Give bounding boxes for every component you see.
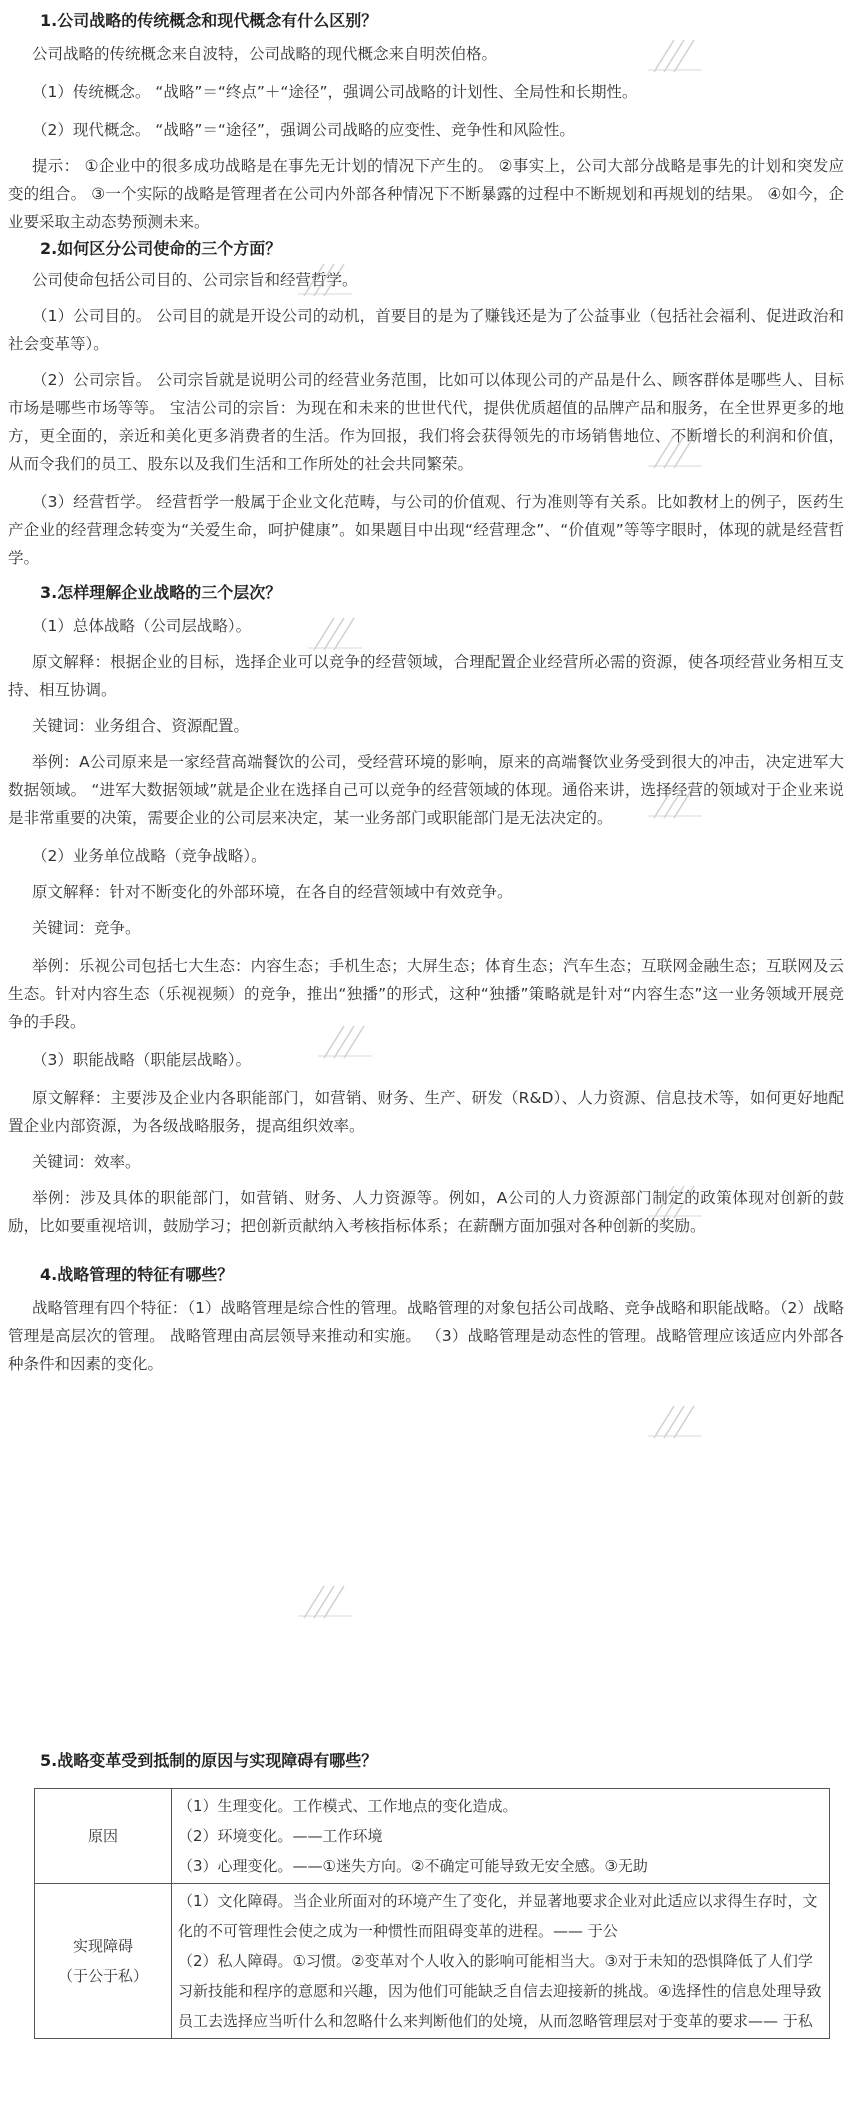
label-line: （于公于私） bbox=[57, 1967, 148, 1985]
paragraph: 关键词：业务组合、资源配置。 bbox=[32, 717, 250, 735]
watermark-icon bbox=[640, 780, 710, 822]
table-cell-content bbox=[172, 1789, 830, 1884]
list-item: （2）环境变化。——工作环境 bbox=[178, 1827, 383, 1845]
list-item: （1）文化障碍。当企业所面对的环境产生了变化，并显著地要求企业对此适应以求得生存时，文化的不可管理性会使之成为一种惯性而阻碍变革的进程。—— 于公 bbox=[178, 1892, 818, 1940]
paragraph: 提示： ①企业中的很多成功战略是在事先无计划的情况下产生的。 ②事实上，公司大部分战略是事先的计划和突发应变的组合。 ③一个实际的战略是管理者在公司内外部各种情况下不断暴露的过程中不断规划和再规划的结果。 ④如今，企业要采取主动态势预测未来。 bbox=[8, 157, 844, 231]
paragraph: （3）经营哲学。 经营哲学一般属于企业文化范畴，与公司的价值观、行为准则等有关系。比如教材上的例子，医药生产企业的经营理念转变为“关爱生命，呵护健康”。如果题目中出现“经营理念”、“价值观”等等字眼时，体现的就是经营哲学。 bbox=[8, 493, 844, 567]
table-row bbox=[35, 1789, 830, 1884]
watermark-icon bbox=[300, 612, 370, 654]
watermark-icon bbox=[640, 34, 710, 76]
paragraph: 举例：涉及具体的职能部门，如营销、财务、人力资源等。例如，A公司的人力资源部门制定的政策体现对创新的鼓励，比如要重视培训，鼓励学习；把创新贡献纳入考核指标体系；在薪酬方面加强对各种创新的奖励。 bbox=[8, 1189, 844, 1235]
paragraph: （3）职能战略（职能层战略）。 bbox=[32, 1051, 252, 1069]
table-cell-label bbox=[35, 1884, 172, 2039]
paragraph: （1）公司目的。 公司目的就是开设公司的动机，首要目的是为了赚钱还是为了公益事业（包括社会福利、促进政治和社会变革等）。 bbox=[8, 307, 844, 353]
label-line: 实现障碍 bbox=[72, 1937, 133, 1955]
paragraph: （2）业务单位战略（竞争战略）。 bbox=[32, 847, 267, 865]
heading-q4: 4.战略管理的特征有哪些？ bbox=[40, 1265, 234, 1284]
watermark-icon bbox=[290, 258, 360, 300]
paragraph: 战略管理有四个特征：（1）战略管理是综合性的管理。战略管理的对象包括公司战略、竞争战略和职能战略。（2）战略管理是高层次的管理。 战略管理由高层领导来推动和实施。 （3）战略管理是动态性的管理。战略管理应该适应内外部各种条件和因素的变化。 bbox=[8, 1299, 844, 1373]
paragraph: 原文解释：针对不断变化的外部环境，在各自的经营领域中有效竞争。 bbox=[32, 883, 513, 901]
heading-q1: 1.公司战略的传统概念和现代概念有什么区别？ bbox=[40, 11, 378, 30]
heading-q2: 2.如何区分公司使命的三个方面？ bbox=[40, 239, 282, 258]
table-cell-label: 原因 bbox=[35, 1789, 172, 1884]
paragraph: 公司战略的传统概念来自波特，公司战略的现代概念来自明茨伯格。 bbox=[32, 45, 498, 63]
table-cell-content bbox=[172, 1884, 830, 2039]
list-item: （3）心理变化。——①迷失方向。②不确定可能导致无安全感。③无助 bbox=[178, 1857, 648, 1875]
watermark-icon bbox=[640, 1180, 710, 1222]
paragraph: （1）总体战略（公司层战略）。 bbox=[32, 617, 252, 635]
paragraph: 关键词：竞争。 bbox=[32, 919, 141, 937]
watermark-icon bbox=[290, 1580, 360, 1622]
resistance-table bbox=[34, 1788, 830, 2039]
paragraph: 原文解释：根据企业的目标，选择企业可以竞争的经营领域，合理配置企业经营所必需的资源，使各项经营业务相互支持、相互协调。 bbox=[8, 653, 844, 699]
watermark-icon bbox=[310, 1020, 380, 1062]
list-item: （2）私人障碍。①习惯。②变革对个人收入的影响可能相当大。③对于未知的恐惧降低了人们学习新技能和程序的意愿和兴趣，因为他们可能缺乏自信去迎接新的挑战。④选择性的信息处理导致员工去选择应当听什么和忽略什么来判断他们的处境，从而忽略管理层对于变革的要求—— 于私 bbox=[178, 1952, 822, 2030]
paragraph: （1）传统概念。 “战略”＝“终点”＋“途径”，强调公司战略的计划性、全局性和长期性。 bbox=[32, 83, 638, 101]
watermark-icon bbox=[640, 1400, 710, 1442]
paragraph: 原文解释：主要涉及企业内各职能部门，如营销、财务、生产、研发（R&D）、人力资源、信息技术等，如何更好地配置企业内部资源，为各级战略服务，提高组织效率。 bbox=[8, 1089, 844, 1135]
heading-q3: 3.怎样理解企业战略的三个层次？ bbox=[40, 583, 282, 602]
paragraph: （2）公司宗旨。 公司宗旨就是说明公司的经营业务范围，比如可以体现公司的产品是什么、顾客群体是哪些人、目标市场是哪些市场等等。 宝洁公司的宗旨：为现在和未来的世世代代，提供优质超值的品牌产品和服务，在全世界更多的地方，更全面的，亲近和美化更多消费者的生活。作为回报，我们将会获得领先的市场销售地位、不断增长的利润和价值，从而令我们的员工、股东以及我们生活和工作所处的社会共同繁荣。 bbox=[8, 371, 844, 473]
paragraph: 举例：A公司原来是一家经营高端餐饮的公司，受经营环境的影响，原来的高端餐饮业务受到很大的冲击，决定进军大数据领域。 “进军大数据领域”就是企业在选择自己可以竞争的经营领域的体现。通俗来讲，选择经营的领域对于企业来说是非常重要的决策，需要企业的公司层来决定，某一业务部门或职能部门是无法决定的。 bbox=[8, 753, 844, 827]
paragraph: 举例：乐视公司包括七大生态：内容生态；手机生态；大屏生态；体育生态；汽车生态；互联网金融生态；互联网及云生态。针对内容生态（乐视视频）的竞争，推出“独播”的形式，这种“独播”策略就是针对“内容生态”这一业务领域开展竞争的手段。 bbox=[8, 957, 844, 1031]
table-row bbox=[35, 1884, 830, 2039]
paragraph: 公司使命包括公司目的、公司宗旨和经营哲学。 bbox=[32, 271, 358, 289]
paragraph: 关键词：效率。 bbox=[32, 1153, 141, 1171]
list-item: （1）生理变化。工作模式、工作地点的变化造成。 bbox=[178, 1797, 518, 1815]
watermark-icon bbox=[640, 430, 710, 472]
paragraph: （2）现代概念。 “战略”＝“途径”，强调公司战略的应变性、竞争性和风险性。 bbox=[32, 121, 575, 139]
heading-q5: 5.战略变革受到抵制的原因与实现障碍有哪些？ bbox=[40, 1751, 378, 1770]
